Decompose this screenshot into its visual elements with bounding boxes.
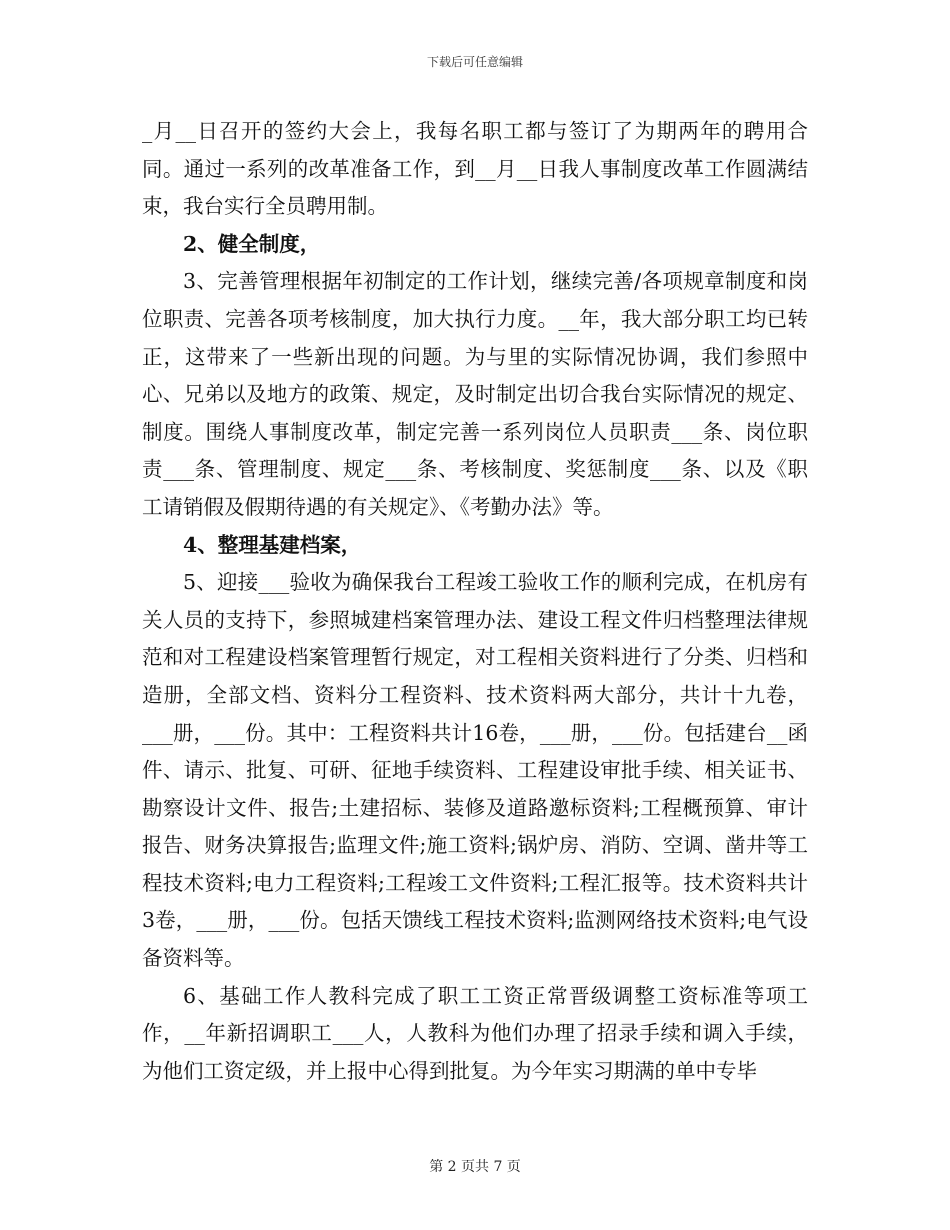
paragraph-6: 6、基础工作人教科完成了职工工资正常晋级调整工资标准等项工作，__年新招调职工___人，人教科为他们办理了招录手续和调入手续，为他们工资定级，并上报中心得到批复。为今年实习期满的单中专毕 <box>142 983 808 1083</box>
page-header: 下载后可任意编辑 <box>426 55 523 69</box>
page-footer: 第 2 页共 7 页 <box>429 1159 521 1175</box>
paragraph-1: _月__日召开的签约大会上，我每名职工都与签订了为期两年的聘用合同。通过一系列的改革准备工作，到__月__日我人事制度改革工作圆满结束，我台实行全员聘用制。 <box>142 119 808 219</box>
paragraph-3: 3、完善管理根据年初制定的工作计划，继续完善/各项规章制度和岗位职责、完善各项考核制度，加大执行力度。__年，我大部分职工均已转正，这带来了一些新出现的问题。为与里的实际情况协调，我们参照中心、兄弟以及地方的政策、规定，及时制定出切合我台实际情况的规定、制度。围绕人事制度改革，制定完善一系列岗位人员职责___条、岗位职责___条、管理制度、规定___条、考核制度、奖惩制度___条、以及《职工请销假及假期待遇的有关规定》、《考勤办法》等。 <box>142 269 808 519</box>
paragraph-5: 5、迎接___验收为确保我台工程竣工验收工作的顺利完成，在机房有关人员的支持下，参照城建档案管理办法、建设工程文件归档整理法律规范和对工程建设档案管理暂行规定，对工程相关资料进行了分类、归档和造册，全部文档、资料分工程资料、技术资料两大部分，共计十九卷，___册，___份。其中：工程资料共计16卷，___册，___份。包括建台__函件、请示、批复、可研、征地手续资料、工程建设审批手续、相关证书、勘察设计文件、报告;土建招标、装修及道路邀标资料;工程概预算、审计报告、财务决算报告;监理文件;施工资料;锅炉房、消防、空调、凿井等工程技术资料;电力工程资料;工程竣工文件资料;工程汇报等。技术资料共计3卷，___册，___份。包括天馈线工程技术资料;监测网络技术资料;电气设备资料等。 <box>142 570 808 971</box>
section-heading-4: 4、整理基建档案， <box>183 532 362 557</box>
document-body <box>142 113 808 1090</box>
section-heading-2: 2、健全制度， <box>183 231 321 256</box>
